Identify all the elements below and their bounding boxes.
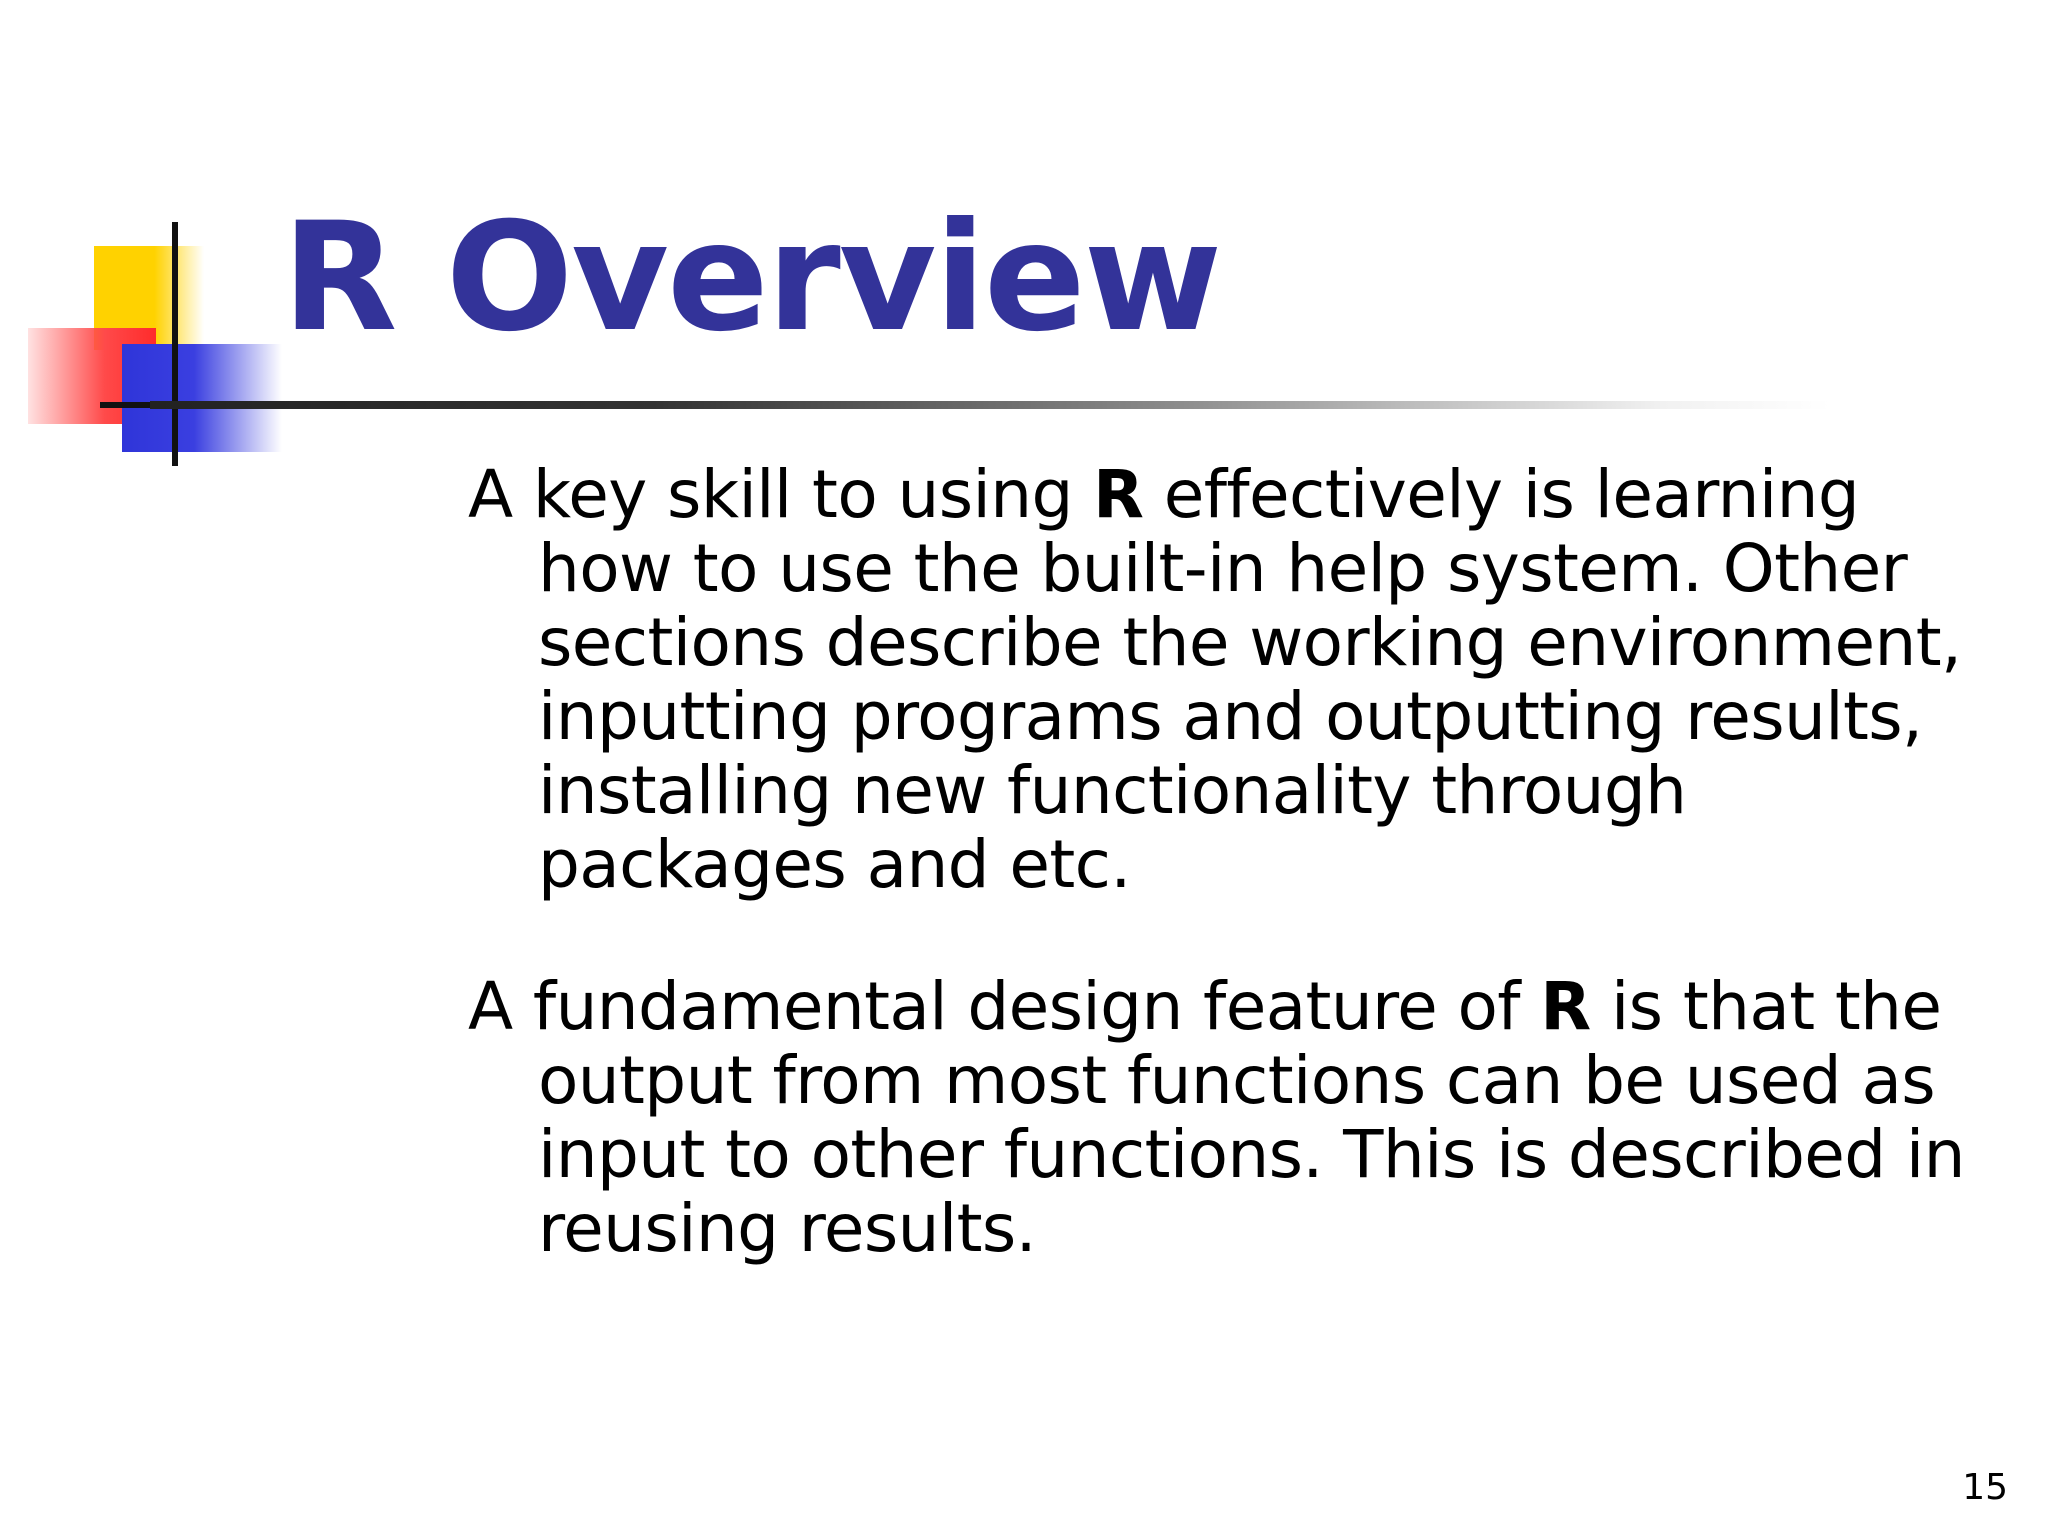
bold-r: R xyxy=(1540,968,1591,1045)
slide-body xyxy=(468,458,2008,1334)
blue-square-shape xyxy=(122,344,282,452)
slide-title: R Overview xyxy=(282,191,1221,365)
crosshair-vertical-line xyxy=(172,222,178,466)
page-number: 15 xyxy=(1962,1467,2008,1508)
paragraph-text-end: is that the output from most functions can be used as input to other functions. This is described in reusing results. xyxy=(538,968,1965,1267)
bold-r: R xyxy=(1093,456,1144,533)
title-underline-rule xyxy=(150,401,1830,409)
paragraph-text-end: effectively is learning how to use the built-in help system. Other sections describe the working environment, inputting programs and outputting results, installing new functionality through packages and etc. xyxy=(538,456,1962,903)
paragraph-help-system xyxy=(468,458,2008,902)
paragraph-text-start: A fundamental design feature of xyxy=(468,968,1541,1045)
paragraph-design-feature xyxy=(468,970,2008,1266)
paragraph-text-start: A key skill to using xyxy=(468,456,1094,533)
